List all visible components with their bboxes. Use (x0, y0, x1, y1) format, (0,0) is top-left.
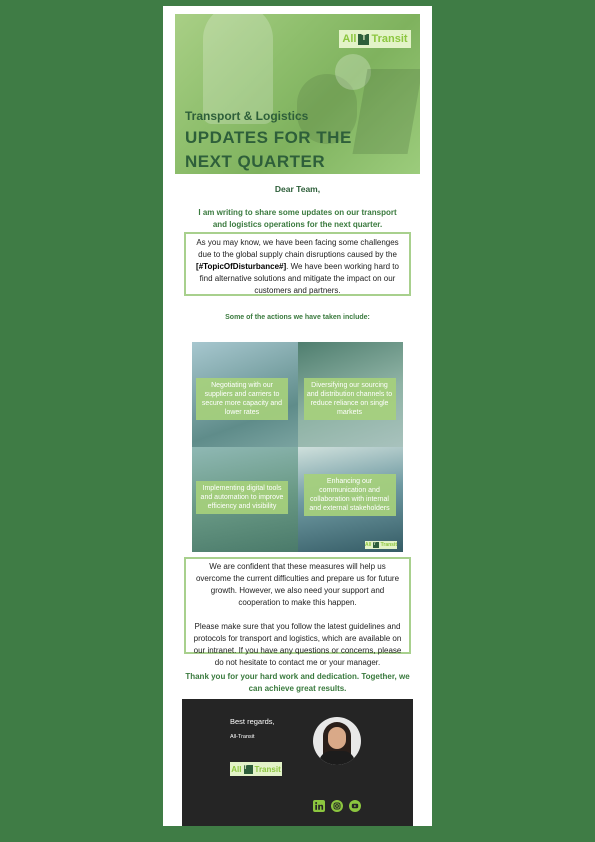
closing-paragraph: We are confident that these measures will help us overcome the current difficulties and prepare us for future growth. However, we also need your support and cooperation to make this happen. (195, 562, 400, 607)
footer (182, 699, 413, 826)
brand-logo-small (365, 541, 397, 549)
youtube-icon[interactable] (348, 799, 361, 812)
topic-placeholder: [#TopicOfDisturbance#] (196, 262, 287, 271)
social-links (312, 799, 361, 812)
action-tile (192, 447, 298, 552)
hero-subtitle: Transport & Logistics (185, 109, 309, 123)
challenge-text-end: . We have been working hard to find alternative solutions and mitigate the impact on our customers and partners. (199, 262, 399, 295)
action-label: Negotiating with our suppliers and carriers to secure more capacity and lower rates (196, 378, 288, 420)
brand-logo[interactable] (339, 30, 411, 48)
action-tile (298, 342, 404, 447)
actions-heading: Some of the actions we have taken include: (225, 314, 370, 321)
logo-text-right: Transit (254, 764, 281, 774)
avatar (313, 717, 361, 765)
logo-text-right: Transit (371, 33, 408, 45)
logo-text-right: Transit (380, 542, 397, 548)
action-label: Implementing digital tools and automation to improve efficiency and visibility (196, 481, 288, 514)
actions-grid (192, 342, 403, 552)
greeting: Dear Team, (274, 184, 321, 194)
hero-photo-person (203, 14, 273, 124)
sign-off: Best regards, (230, 717, 275, 726)
intro-text: I am writing to share some updates on our transport and logistics operations for the next quarter. (198, 208, 397, 229)
action-label: Enhancing our communication and collaboration with internal and external stakeholders (304, 474, 396, 516)
logo-text-left: All (342, 33, 357, 45)
sender-org: All-Transit (230, 734, 255, 740)
action-tile (192, 342, 298, 447)
action-label: Diversifying our sourcing and distribution channels to reduce reliance on single markets (304, 378, 396, 420)
email-page (163, 6, 432, 826)
hero-title: UPDATES FOR THE NEXT QUARTER (185, 128, 352, 171)
truck-icon: T (373, 542, 378, 548)
instagram-icon[interactable] (330, 799, 343, 812)
linkedin-icon[interactable] (312, 799, 325, 812)
closing-box (184, 557, 411, 667)
logo-text-left: All (365, 542, 372, 548)
truck-icon: T (244, 765, 253, 774)
thanks-text: Thank you for your hard work and dedication. Together, we can achieve great results. (185, 672, 410, 693)
hero-banner (175, 14, 420, 174)
action-tile (298, 447, 404, 552)
challenge-text: As you may know, we have been facing some challenges due to the global supply chain disruptions caused by the (196, 238, 399, 259)
truck-icon: T (358, 34, 369, 45)
logo-text-left: All (231, 764, 242, 774)
closing-paragraph: Please make sure that you follow the latest guidelines and protocols for transport and logistics, which are available on our intranet. If you have any questions or concerns, please do not hesitate to contact me or your manager. (193, 622, 402, 667)
avatar-face (328, 727, 346, 749)
challenge-box (184, 232, 411, 296)
avatar-body (319, 751, 355, 765)
footer-logo[interactable] (230, 762, 282, 776)
